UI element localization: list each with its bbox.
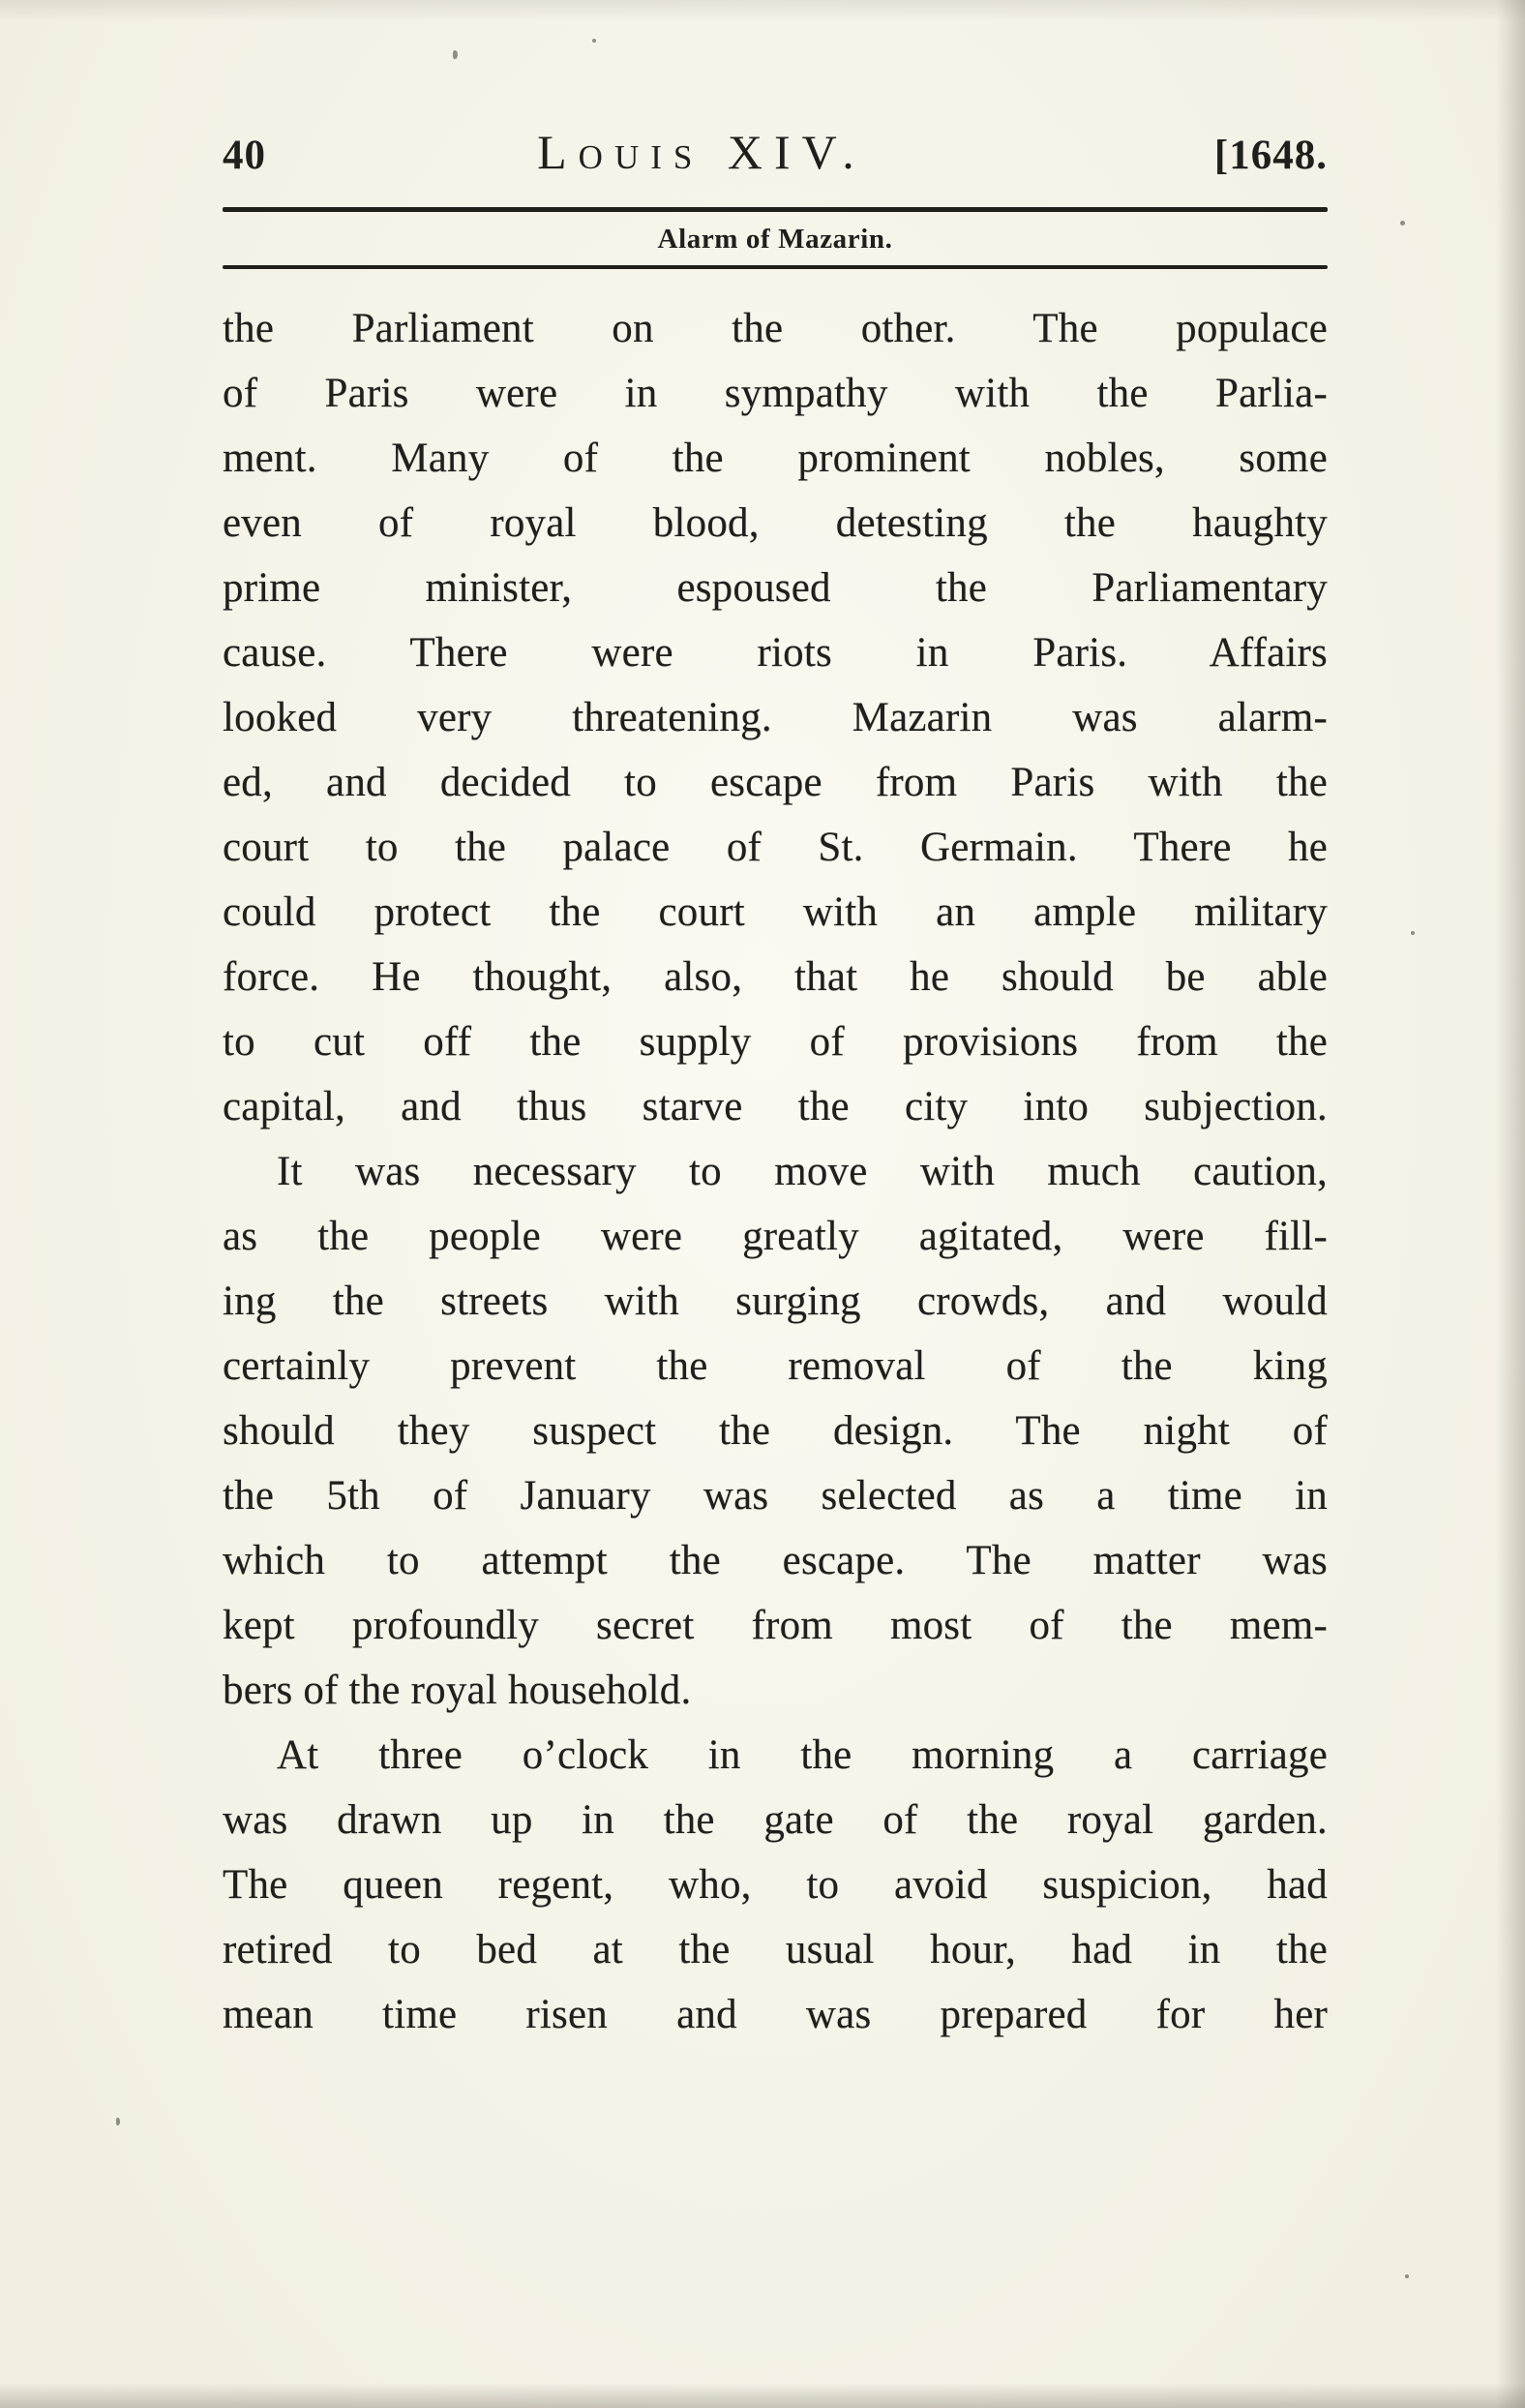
text-line: should they suspect the design. The night of bbox=[223, 1408, 1328, 1454]
text-line: certainly prevent the removal of the king bbox=[223, 1343, 1328, 1389]
scan-speck bbox=[1411, 931, 1415, 935]
header-rule-bottom bbox=[223, 265, 1328, 269]
text-line: ed, and decided to escape from Paris with the bbox=[223, 760, 1328, 805]
text-line: the Parliament on the other. The populace bbox=[223, 306, 1328, 351]
running-title: Louis XIV. bbox=[537, 125, 866, 179]
page-number: 40 bbox=[223, 133, 266, 178]
text-line: prime minister, espoused the Parliamentary bbox=[223, 565, 1328, 611]
text-line: to cut off the supply of provisions from the bbox=[223, 1019, 1328, 1065]
text-line: ing the streets with surging crowds, and would bbox=[223, 1279, 1328, 1324]
text-line: cause. There were riots in Paris. Affairs bbox=[223, 630, 1328, 676]
scan-speck bbox=[116, 2118, 120, 2125]
text-line: looked very threatening. Mazarin was alarm- bbox=[223, 695, 1328, 740]
text-line: as the people were greatly agitated, were fill- bbox=[223, 1214, 1328, 1259]
section-title: Alarm of Mazarin. bbox=[657, 224, 893, 255]
text-line: bers of the royal household. bbox=[223, 1668, 692, 1713]
text-line: capital, and thus starve the city into subjection. bbox=[223, 1084, 1328, 1129]
paragraph bbox=[223, 296, 1328, 1139]
text-line: mean time risen and was prepared for her bbox=[223, 1992, 1328, 2037]
header-rule-top bbox=[223, 207, 1328, 212]
text-line: even of royal blood, detesting the haughty bbox=[223, 500, 1328, 546]
scan-speck bbox=[592, 39, 596, 43]
text-line: which to attempt the escape. The matter was bbox=[223, 1538, 1328, 1583]
paragraph bbox=[223, 1723, 1328, 2047]
page-header bbox=[223, 124, 1328, 180]
page-content bbox=[223, 124, 1328, 2047]
text-line: of Paris were in sympathy with the Parlia- bbox=[223, 371, 1328, 416]
scan-speck bbox=[1405, 2274, 1409, 2278]
year-marker: [1648. bbox=[1213, 133, 1328, 178]
text-line: the 5th of January was selected as a time in bbox=[223, 1473, 1328, 1519]
text-line: could protect the court with an ample military bbox=[223, 889, 1328, 935]
text-line: At three o’clock in the morning a carriage bbox=[277, 1732, 1328, 1778]
paragraph bbox=[223, 1139, 1328, 1723]
text-line: kept profoundly secret from most of the mem- bbox=[223, 1603, 1328, 1648]
text-line: It was necessary to move with much caution, bbox=[277, 1149, 1328, 1194]
text-line: retired to bed at the usual hour, had in the bbox=[223, 1927, 1328, 1972]
text-line: court to the palace of St. Germain. There he bbox=[223, 825, 1328, 870]
text-line: ment. Many of the prominent nobles, some bbox=[223, 436, 1328, 481]
scan-speck bbox=[1400, 221, 1405, 226]
text-line: was drawn up in the gate of the royal garden. bbox=[223, 1797, 1328, 1843]
text-body bbox=[223, 296, 1328, 2047]
text-line: force. He thought, also, that he should be able bbox=[223, 954, 1328, 1000]
scan-speck bbox=[453, 50, 458, 59]
text-line: The queen regent, who, to avoid suspicion, had bbox=[223, 1862, 1328, 1908]
